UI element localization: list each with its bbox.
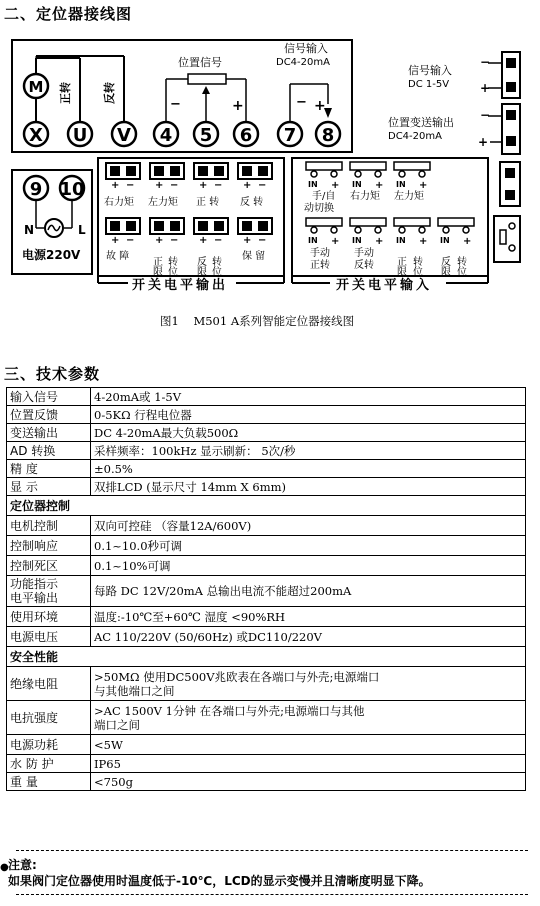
divider [16,850,528,851]
svg-text:+: + [232,98,244,114]
svg-text:−: − [170,235,179,246]
spec-value: 双向可控硅 （容量12A/600V) [91,516,526,536]
svg-text:+: + [419,236,428,247]
spec-value: 每路 DC 12V/20mA 总输出电流不能超过200mA [91,576,526,607]
motor-label: M [28,78,44,96]
svg-text:+: + [314,98,326,114]
spec-key: 电抗强度 [7,701,91,735]
spec-value: 双排LCD (显示尺寸 14mm X 6mm) [91,478,526,496]
terminal-label: 8 [321,125,335,146]
spec-row [7,424,526,442]
svg-text:+: + [463,236,472,247]
spec-section-row [7,496,526,516]
position-signal-label: 位置信号 [178,56,222,69]
spec-row [7,701,526,735]
right-connector-2 [494,216,520,262]
svg-text:−: − [480,55,491,69]
right-signal-out-range: DC4-20mA [388,131,442,142]
spec-value: 4-20mA或 1-5V [91,388,526,406]
input-label: 转位 [454,256,466,276]
spec-key: 重 量 [7,773,91,791]
spec-key: 水 防 护 [7,755,91,773]
spec-value: AC 110/220V (50/60Hz) 或DC110/220V [91,627,526,647]
right-signal-in-label: 信号输入 [408,64,452,77]
input-label: 手动 [310,248,330,259]
svg-text:−: − [214,235,223,246]
svg-text:−: − [126,180,135,191]
svg-text:+: + [375,180,384,191]
output-label: 正 转 [196,197,220,208]
spec-section-title: 安全性能 [7,647,526,667]
svg-text:+: + [199,180,208,191]
wiring-diagram [0,28,540,333]
spec-key: 电源功耗 [7,735,91,755]
spec-row [7,556,526,576]
output-label: 转位 [209,256,221,276]
spec-key: 绝缘电阻 [7,667,91,701]
terminal-label: 4 [159,125,173,146]
spec-value: <5W [91,735,526,755]
svg-text:−: − [296,95,307,110]
svg-text:+: + [199,235,208,246]
spec-row [7,627,526,647]
svg-text:IN: IN [352,180,362,189]
svg-text:−: − [258,180,267,191]
svg-text:−: − [170,97,181,112]
svg-text:+: + [375,236,384,247]
spec-row [7,516,526,536]
spec-key: 电源电压 [7,627,91,647]
spec-row [7,536,526,556]
svg-text:+: + [111,235,120,246]
svg-text:+: + [331,180,340,191]
note-title: 注意: [8,858,37,872]
output-label: 反 转 [240,197,264,208]
spec-key: 功能指示 电平输出 [7,576,91,607]
svg-text:−: − [258,235,267,246]
svg-text:−: − [170,180,179,191]
forward-label: 正转 [59,82,72,104]
right-signal-in-range: DC 1-5V [408,79,450,90]
svg-text:IN: IN [352,236,362,245]
spec-row [7,667,526,701]
input-terminals-row1 [306,162,430,177]
spec-row [7,773,526,791]
spec-key: 输入信号 [7,388,91,406]
spec-row [7,607,526,627]
svg-text:+: + [243,235,252,246]
note-body: 如果阀门定位器使用时温度低于-10℃，LCD的显示变慢并且清晰度明显下降。 [8,874,431,888]
power-label: 电源220V [22,248,81,262]
svg-text:+: + [111,180,120,191]
svg-text:+: + [478,135,489,149]
terminal-label: U [72,125,88,146]
output-label: 故 障 [106,251,130,262]
input-label: 反限 [438,256,450,276]
spec-key: 控制响应 [7,536,91,556]
svg-text:+: + [480,81,491,95]
terminal-label: V [117,125,131,146]
svg-text:IN: IN [308,236,318,245]
svg-text:IN: IN [440,236,450,245]
spec-section-row [7,647,526,667]
spec-row [7,388,526,406]
terminal-label: 6 [239,125,253,146]
svg-text:IN: IN [396,180,406,189]
svg-text:+: + [331,236,340,247]
output-terminals-row2 [106,218,272,234]
spec-row [7,460,526,478]
output-label: 右力矩 [104,197,134,208]
top-terminals [24,122,340,146]
spec-value: 0-5KΩ 行程电位器 [91,406,526,424]
output-label: 转位 [165,256,177,276]
spec-key: 变送输出 [7,424,91,442]
potentiometer-icon [188,74,226,84]
input-label: 手/自 [312,191,336,202]
bullet-icon: ● [0,862,9,873]
signal-input-label: 信号输入 [284,42,328,55]
input-label: 动切换 [304,203,334,214]
input-label: 左力矩 [394,191,424,202]
svg-text:+: + [243,180,252,191]
terminal-label: X [29,125,43,146]
spec-key: 位置反馈 [7,406,91,424]
spec-value: <750g [91,773,526,791]
spec-value: 采样频率：100kHz 显示刷新： 5次/秒 [91,442,526,460]
output-label: 保 留 [242,251,266,262]
output-label: 左力矩 [148,197,178,208]
svg-text:IN: IN [308,180,318,189]
svg-text:−: − [126,235,135,246]
spec-value: ±0.5% [91,460,526,478]
input-label: 正限 [394,256,406,276]
spec-value: 温度:-10℃至+60℃ 湿度 <90%RH [91,607,526,627]
spec-row [7,755,526,773]
spec-value: 0.1~10.0秒可调 [91,536,526,556]
spec-key: AD 转换 [7,442,91,460]
section3-title: 三、技术参数 [4,365,101,383]
spec-value: >50MΩ 使用DC500V兆欧表在各端口与外壳;电源端口 与其他端口之间 [91,667,526,701]
spec-row [7,406,526,424]
svg-text:−: − [480,108,491,122]
spec-section-title: 定位器控制 [7,496,526,516]
input-label: 转位 [410,256,422,276]
divider [16,894,528,895]
spec-table [6,387,526,791]
spec-key: 精 度 [7,460,91,478]
output-label: 正限 [150,256,162,276]
spec-row [7,478,526,496]
input-label: 反转 [354,260,374,271]
terminal-label: 5 [199,125,213,146]
svg-text:+: + [155,235,164,246]
output-label: 反限 [194,256,206,276]
spec-row [7,735,526,755]
input-label: 右力矩 [350,191,380,202]
spec-row [7,442,526,460]
spec-row [7,576,526,607]
spec-value: IP65 [91,755,526,773]
reverse-label: 反转 [103,82,116,104]
input-label: 手动 [354,248,374,259]
input-terminals-row2 [306,218,474,233]
spec-key: 使用环境 [7,607,91,627]
svg-text:+: + [155,180,164,191]
diagram-caption: 图1 M501 A系列智能定位器接线图 [160,314,355,328]
section2-title: 二、定位器接线图 [4,5,133,23]
svg-text:IN: IN [396,236,406,245]
signal-input-range: DC4-20mA [276,57,330,68]
spec-value: >AC 1500V 1分钟 在各端口与外壳;电源端口与其他 端口之间 [91,701,526,735]
spec-key: 电机控制 [7,516,91,536]
svg-text:9: 9 [29,179,43,200]
svg-text:+: + [419,180,428,191]
svg-text:−: − [214,180,223,191]
right-signal-out-label: 位置变送输出 [388,116,454,129]
power-n-label: N [24,223,35,237]
power-l-label: L [78,223,86,237]
spec-value: DC 4-20mA最大负载500Ω [91,424,526,442]
input-section-label: 开关电平输入 [336,278,433,293]
svg-text:10: 10 [59,179,85,200]
terminal-label: 7 [283,125,297,146]
input-label: 正转 [310,260,330,271]
spec-key: 显 示 [7,478,91,496]
output-terminals-row1 [106,163,272,179]
spec-key: 控制死区 [7,556,91,576]
output-section-label: 开关电平输出 [132,278,229,293]
spec-value: 0.1~10%可调 [91,556,526,576]
